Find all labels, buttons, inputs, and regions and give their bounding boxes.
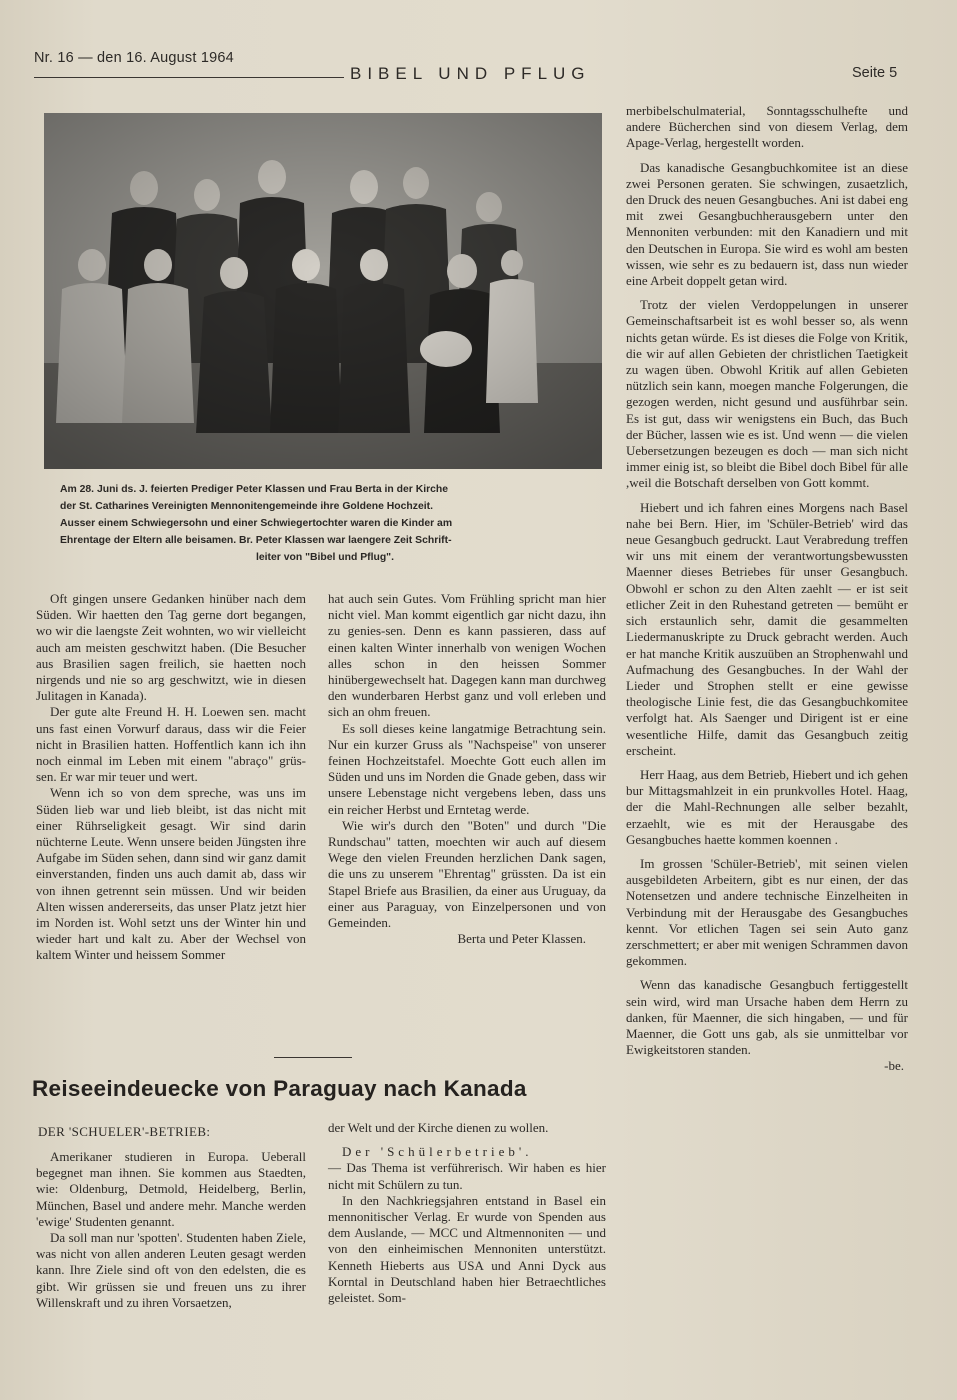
paragraph: Wenn das kanadische Gesangbuch fertiggestellt sein wird, wird man Ursache haben dem Herrn zu danken, für Maenner, die sich hingaben, — und für Maenner, die Gott uns gab, als sie unmittelbar vor Ewigkeitstoren standen. [626, 977, 908, 1058]
paragraph: Im grossen 'Schüler-Betrieb', mit seinen vielen ausgebildeten Arbeitern, gibt es nur einen, der das Notensetzen und andere technische Einzelheiten in Verbindung mit der Herausgabe des Gesangbuches kennt. Vor etlichen Tagen sei sein Auto ganz zerschmettert; er aber mit wenigen Schrammen davon gekommen. [626, 855, 908, 969]
paragraph: Wenn ich so von dem spreche, was uns im Süden lieb war und lieb bleibt, ist das nicht mit einer Rührseligkeit gesagt. Wir sind darin nüchterne Leute. Wenn unsere beiden Jüngsten ihre Aufgabe im Süden sehen, dann sind wir ganz damit einverstanden, finden uns auch damit ab, dass wir von ihnen getrennt sein müssen. Und wir beiden Alten wissen andererseits, das unser Platz jetzt hier im Norden ist. Wohl setzt uns der Winter hin und wieder hart und kalt zu. Aber der Wechsel von kaltem Winter und heissem Sommer [36, 785, 306, 963]
spaced-heading: Der 'Schülerbetrieb'. [342, 1144, 533, 1160]
article2-subhead: DER 'SCHUELER'-BETRIEB: [38, 1124, 211, 1139]
paragraph: Wie wir's durch den "Boten" und durch "Die Rundschau" tatten, moechten wir auch auf diesem Wege den vielen Freunden herzlichen Dank sagen, die uns zu unserem "Ehrentag" grüssten. Da ist ein Stapel Briefe aus Brasilien, da einer aus Uruguay, da einer aus Paraguay, von Einzelpersonen und von Gemeinden. [328, 817, 606, 931]
paragraph: Es soll dieses keine langatmige Betrachtung sein. Nur ein kurzer Gruss als "Nachspeise" von unserer feinen Hochzeitstafel. Moechte Gott euch allen im Süden und uns im Norden die Gnade geben, dass wir unsere Lebenstage nicht vergebens leben, dass uns ein reicher Herbst und Erntetag werde. [328, 720, 606, 817]
article2-column3 [626, 103, 908, 1075]
signature: Berta und Peter Klassen. [457, 931, 586, 947]
paragraph: der Welt und der Kirche dienen zu wollen. [328, 1120, 549, 1135]
family-photo-illustration [44, 113, 602, 469]
header-rule [34, 77, 344, 78]
caption-line: Ehrentage der Eltern alle beisamen. Br. Peter Klassen war laengere Zeit Schrift- [60, 535, 452, 546]
article2-column2 [328, 1120, 606, 1306]
caption-line: Ausser einem Schwiegersohn und einer Schwiegertochter waren die Kinder am [60, 518, 453, 529]
article2-column1 [36, 1149, 306, 1311]
paragraph: Der gute alte Freund H. H. Loewen sen. macht uns fast einen Vorwurf daraus, dass wir die Feier nicht in Brasilien hatten. Hoffentlich kann ich ihn noch einmal im Leben mit einem "abraço" grüs-sen. Er war mir teuer und wert. [36, 704, 306, 785]
paragraph: Oft gingen unsere Gedanken hinüber nach dem Süden. Wir haetten den Tag gerne dort begangen, wo wir die laengste Zeit wohnten, wo wir vielleicht auch am meisten geschwitzt haben. (Die Besucher aus Brasilien sagen freilich, sie haetten noch nirgends und nie so arg geschwitzt, wie in diesen Julitagen in Kanada). [36, 591, 306, 704]
caption-line: Am 28. Juni ds. J. feierten Prediger Peter Klassen und Frau Berta in der Kirche [60, 484, 449, 495]
article-separator [274, 1057, 352, 1058]
byline: -be. [884, 1058, 904, 1074]
article1-column1 [36, 591, 306, 964]
paragraph-spaced-intro [328, 1144, 606, 1160]
page-number: Seite 5 [852, 65, 898, 81]
paragraph: Herr Haag, aus dem Betrieb, Hiebert und ich gehen bur Mittagsmahlzeit in ein prunkvolles Hotel. Haag, der die Mahl-Rechnungen alle selber bezahlt, erzaehlt, wie es mit der Herausgabe des Gesangbuches haette kommen koennen . [626, 766, 908, 847]
article1-column2 [328, 591, 606, 947]
caption-line: der St. Catharines Vereinigten Mennonitengemeinde ihre Goldene Hochzeit. [60, 501, 433, 512]
family-photo [44, 113, 602, 469]
paragraph: Da soll man nur 'spotten'. Studenten haben Ziele, was nicht von allen anderen Leuten gesagt werden kann. Ihre Ziele sind oft von den edelsten, die es gibt. Wir grüssen sie und freuen uns zu ihrer Willenskraft und zu ihren Vorsaetzen, [36, 1230, 306, 1310]
masthead-title: BIBEL UND PFLUG [350, 64, 591, 83]
paragraph: In den Nachkriegsjahren entstand in Basel ein mennonitischer Verlag. Er wurde von Spenden aus dem Auslande, — MCC und Altmennoniten — und von den einheimischen Mennoniten unterstützt. Kenneth Hieberts aus USA und Anni Dyck aus Korntal in Deutschland haben hier Betraechtliches geleistet. Som- [328, 1192, 606, 1306]
paragraph: — Das Thema ist verführerisch. Wir haben es hier nicht mit Schülern zu tun. [328, 1160, 606, 1192]
article2-headline: Reiseeindeuecke von Paraguay nach Kanada [32, 1076, 527, 1101]
paragraph: hat auch sein Gutes. Vom Frühling spricht man hier nicht viel. Man kommt eigentlich gar nicht dazu, ihn zu genies-sen. Denn es kann passieren, dass auf einen kalten Winter innerhalb von wenigen Wochen alles schon in den heissen Sommer hinübergewechselt hat. Dagegen kann man durchweg den wunderbaren Herbst ganz und voll erleben und sich an ohm freuen. [328, 591, 606, 720]
photo-caption [60, 481, 590, 566]
paragraph: merbibelschulmaterial, Sonntagsschulhefte und andere Bücherchen sind von diesem Verlag, dem Apage-Verlag, hergestellt worden. [626, 103, 908, 151]
paragraph: Amerikaner studieren in Europa. Ueberall begegnet man ihnen. Sie kommen aus Staedten, wie: Oldenburg, Detmold, Heidelberg, Berlin, München, Basel und andere mehr. Manche werden 'ewige' Studenten genannt. [36, 1149, 306, 1229]
paragraph: Hiebert und ich fahren eines Morgens nach Basel nahe bei Bern. Hier, im 'Schüler-Betrieb' wird das neue Gesangbuch gedruckt. Laut Verabredung treffen wir uns mit einem der verantwortungsbewussten Maenner dieses Betriebes für unser Gesangbuch. Obwohl er schon zu den Alten zaehlt — er ist seit etlicher Zeit in den Ruhestand getreten — bemüht er sich erstaunlich sehr, damit die gesammelten Liedermanuskripte zu Druck gebracht werden. Auch er hat manche Kritik auszuüben an Strophenwahl und Aufmachung des Gesangbuches. In der Wahl der Lieder und Strophen stellt er eine gewisse theologische Linie fest, die das Gesangbuchkomitee verfolgt hat. Als Saenger und Dirigent ist er eine wesentliche Hilfe, damit das Gesangbuch zeitig erscheint. [626, 499, 908, 758]
paragraph: Das kanadische Gesangbuchkomitee ist an diese zwei Personen geraten. Sie schwingen, zusaetzlich, den Druck des neuen Gesangbuches. Ani ist dabei eng mit zwei Gesangbuchherausgebern unter den Mennoniten verbunden: mit den Kanadiern und mit den Deutschen in Europa. Sie wird es wohl am besten wissen, wie sehr es zu bedauern ist, dass nun wieder eine Arbeit doppelt getan wird. [626, 159, 908, 289]
issue-line: Nr. 16 — den 16. August 1964 [34, 50, 234, 66]
paragraph: Trotz der vielen Verdoppelungen in unserer Gemeinschaftsarbeit ist es wohl besser so, als wenn nichts getan würde. Es ist dieses die Folge von Kritik, die wir auf allen Gebieten der christlichen Taetigkeit zu wagen üben. Obwohl Kritik auf allen Gebieten nützlich sein kann, moegen manche Folgerungen, die gezogen werden, nicht gesund und ausführbar sein. Es ist gut, dass wir wenigstens ein Buch, das Buch der Bücher, lassen wie es ist. Und wenn — die vielen Uebersetzungen bezeugen es doch — man sich nicht immer einig ist, so bleibt die Bibel doch Bibel für alle ,weil die Botschaft derselben von Gott kommt. [626, 297, 908, 491]
caption-line: leiter von "Bibel und Pflug". [255, 552, 394, 563]
